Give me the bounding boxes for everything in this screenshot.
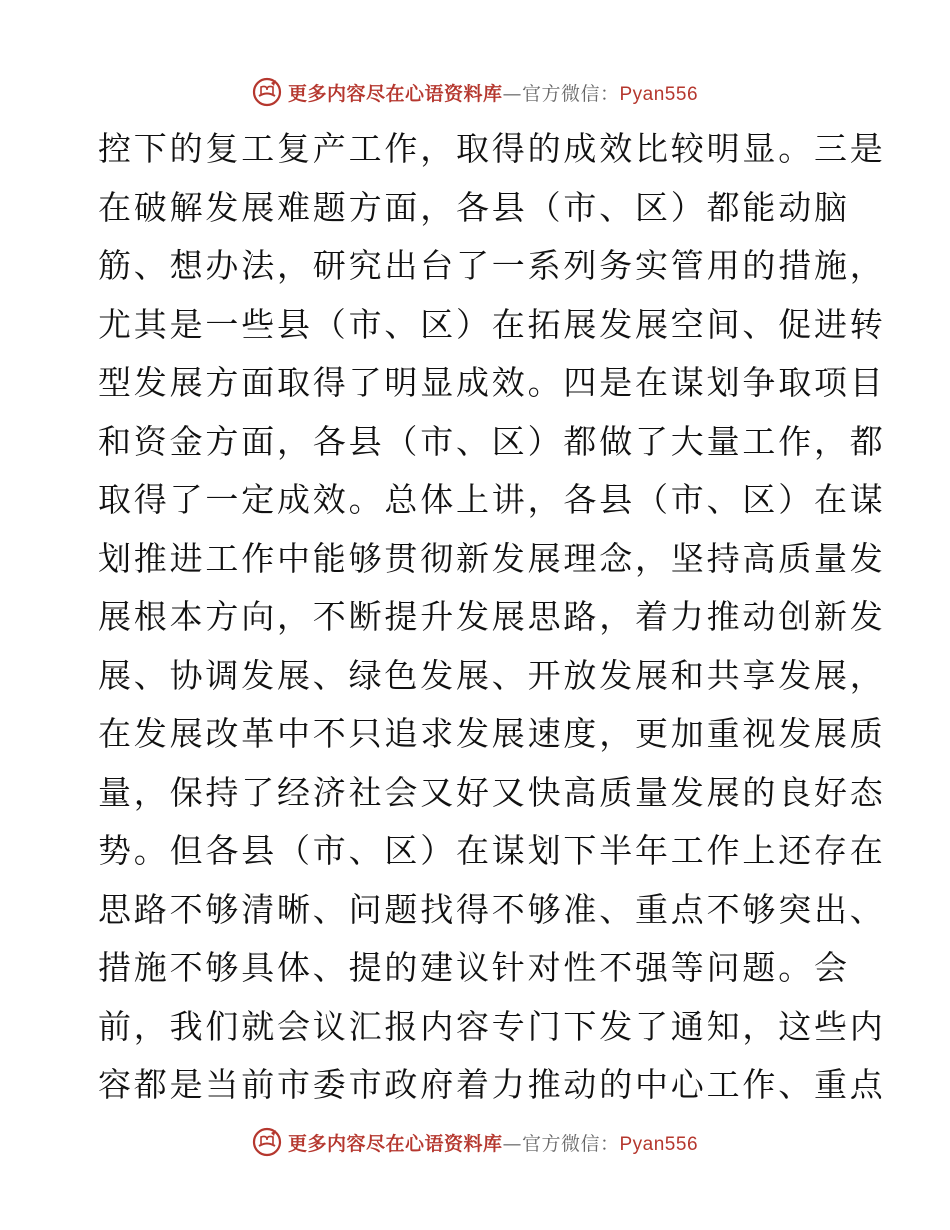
text-line: 划推进工作中能够贯彻新发展理念，坚持高质量发 <box>98 538 886 578</box>
text-line: 在破解发展难题方面，各县（市、区）都能动脑 <box>98 187 850 227</box>
text-line: 和资金方面，各县（市、区）都做了大量工作，都 <box>98 421 886 461</box>
text-line: 措施不够具体、提的建议针对性不强等问题。会 <box>98 948 850 987</box>
watermark-main: 更多内容尽在心语资料库 <box>287 1132 503 1155</box>
text-line: 筋、想办法，研究出台了一系列务实管用的措施， <box>98 246 886 285</box>
text-line: 思路不够清晰、问题找得不够准、重点不够突出、 <box>98 889 886 929</box>
text-line: 容都是当前市委市政府着力推动的中心工作、重点 <box>98 1065 886 1104</box>
watermark-id: Pyan556 <box>619 1133 699 1155</box>
watermark-id: Pyan556 <box>619 83 699 105</box>
text-line: 展根本方向，不断提升发展思路，着力推动创新发 <box>98 597 886 636</box>
book-pen-logo-icon <box>252 77 282 107</box>
text-line: 取得了一定成效。总体上讲，各县（市、区）在谋 <box>98 480 886 519</box>
watermark-text <box>288 79 698 106</box>
text-line: 势。但各县（市、区）在谋划下半年工作上还存在 <box>98 831 886 870</box>
watermark-main: 更多内容尽在心语资料库 <box>287 82 503 105</box>
text-line: 前，我们就会议汇报内容专门下发了通知，这些内 <box>98 1006 886 1046</box>
text-line: 尤其是一些县（市、区）在拓展发展空间、促进转 <box>98 304 886 344</box>
watermark-dash: — <box>502 1132 522 1155</box>
header-watermark <box>0 72 950 112</box>
footer-watermark <box>0 1122 950 1162</box>
watermark-sub: 官方微信： <box>521 82 620 105</box>
watermark-sub: 官方微信： <box>521 1132 620 1155</box>
text-line: 展、协调发展、绿色发展、开放发展和共享发展， <box>98 655 886 695</box>
watermark-dash: — <box>502 82 522 105</box>
watermark-text <box>288 1129 698 1156</box>
text-line: 在发展改革中不只追求发展速度，更加重视发展质 <box>98 714 886 753</box>
text-line: 控下的复工复产工作，取得的成效比较明显。三是 <box>98 129 886 168</box>
book-pen-logo-icon <box>252 1127 282 1157</box>
document-body <box>98 120 886 1115</box>
text-line: 型发展方面取得了明显成效。四是在谋划争取项目 <box>98 363 886 402</box>
text-line: 量，保持了经济社会又好又快高质量发展的良好态 <box>98 772 886 812</box>
